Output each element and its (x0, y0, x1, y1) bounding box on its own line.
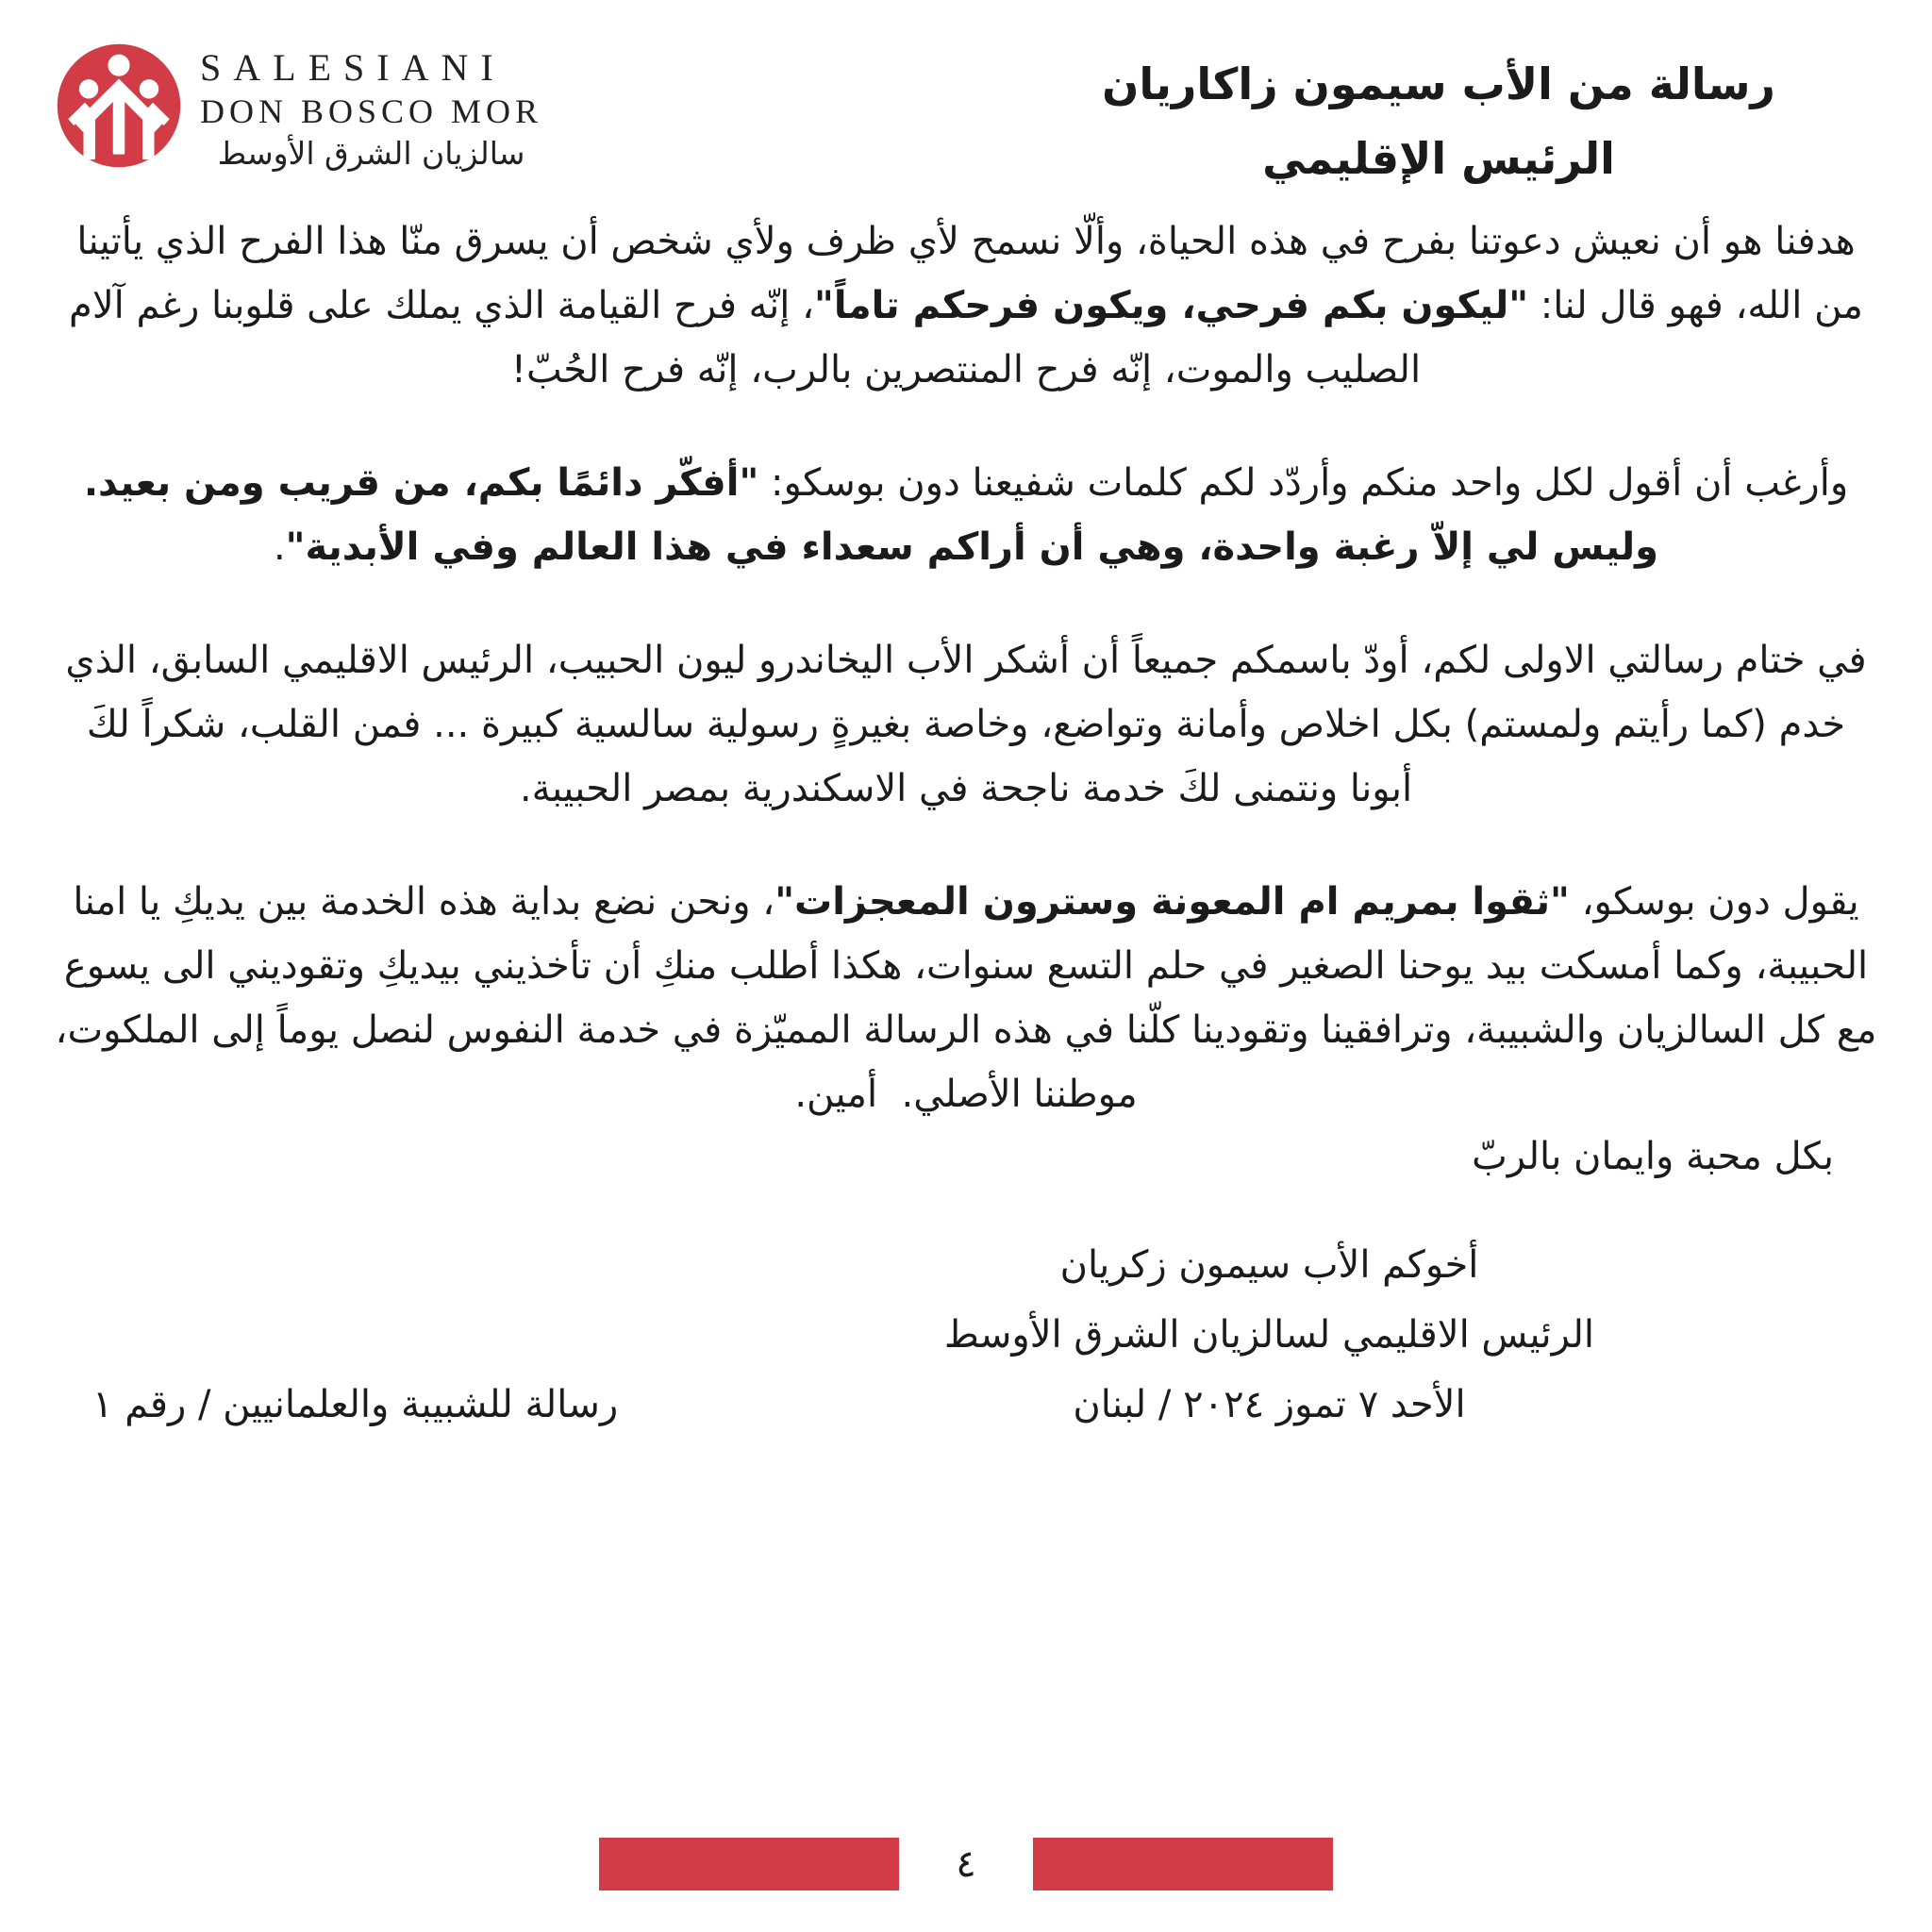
letter-paragraph (55, 451, 1877, 579)
page-number: ٤ (956, 1842, 976, 1886)
paragraph-text: ، ونحن نضع بداية هذه الخدمة بين يديكِ يا امنا الحبيبة، وكما أمسكت بيد يوحنا الصغير في حلم التسع سنوات، هكذا أطلب منكِ أن تأخذيني بيديكِ وتقوديني الى يسوع مع كل السالزيان والشبيبة، وترافقينا وتقودينا كلّنا في هذه الرسالة المميّزة في خدمة النفوس لنصل يوماً إلى الملكوت، موطننا الأصلي. أمين. (42, 880, 1877, 1117)
paragraph-text: وأرغب أن أقول لكل واحد منكم وأردّد لكم كلمات شفيعنا دون بوسكو: (758, 461, 1849, 506)
signature-name: أخوكم الأب سيمون زكريان (1059, 1243, 1479, 1288)
letter-paragraph (55, 628, 1877, 821)
logo-line-arabic: سالزيان الشرق الأوسط (217, 135, 525, 172)
closing-line: بكل محبة وايمان بالربّ (1472, 1135, 1834, 1179)
signature-row (55, 1230, 1877, 1440)
page-footer (0, 1838, 1932, 1890)
letter-title-line2: الرئيس الإقليمي (1262, 133, 1615, 185)
salesiani-don-bosco-logo (55, 40, 542, 172)
paragraph-text: ، إنّه فرح القيامة الذي يملك على قلوبنا رغم آلام الصليب والموت، إنّه فرح المنتصرين بالرب، إنّه فرح الحُبّ! (57, 284, 1422, 392)
don-bosco-logo-icon (55, 42, 183, 170)
paragraph-text: يقول دون بوسكو، (1569, 880, 1859, 924)
signature-date: الأحد ٧ تموز ٢٠٢٤ / لبنان (1073, 1383, 1466, 1427)
quote-emphasis-text: "ثقوا بمريم ام المعونة وسترون المعجزات" (774, 880, 1570, 924)
logo-wordmark (200, 40, 542, 172)
signature-block (944, 1230, 1594, 1440)
signature-role: الرئيس الاقليمي لسالزيان الشرق الأوسط (943, 1313, 1594, 1357)
letter-paragraph (42, 870, 1877, 1126)
footer-bar-right (1033, 1838, 1333, 1890)
quote-emphasis-text: "أفكّر دائمًا بكم، من قريب ومن بعيد. وليس لي إلاّ رغبة واحدة، وهي أن أراكم سعداء في هذا العالم وفي الأبدية" (70, 461, 1659, 570)
paragraph-text: في ختام رسالتي الاولى لكم، أودّ باسمكم جميعاً أن أشكر الأب اليخاندرو ليون الحبيب، الرئيس الاقليمي السابق، الذي خدم (كما رأيتم ولمستم) بكل اخلاص وأمانة وتواضع، وخاصة بغيرةٍ رسولية سالسية كبيرة ... فمن القلب، شكراً لكَ أبونا ونتمنى لكَ خدمة ناجحة في الاسكندرية بمصر الحبيبة. (53, 639, 1867, 811)
logo-line-salesiani: SALESIANI (200, 46, 506, 89)
letter-series-label: رسالة للشبيبة والعلمانيين / رقم ١ (92, 1383, 619, 1427)
logo-line-don-bosco-mor: DON BOSCO MOR (200, 92, 543, 130)
letter-paragraph (55, 209, 1877, 402)
paragraph-text: هدفنا هو أن نعيش دعوتنا بفرح في هذه الحياة، وألّا نسمح لأي ظرف ولأي شخص أن يسرق منّا هذا الفرح الذي يأتينا من الله، فهو قال لنا: (64, 220, 1863, 328)
letter-title (1000, 40, 1877, 196)
paragraph-text: . (273, 525, 286, 570)
quote-emphasis-text: "ليكون بكم فرحي، ويكون فرحكم تاماً" (814, 284, 1529, 328)
letter-header (55, 40, 1877, 196)
letter-title-line1: رسالة من الأب سيمون زاكاريان (1102, 58, 1775, 109)
letter-body (42, 209, 1877, 1126)
footer-bar-left (599, 1838, 899, 1890)
